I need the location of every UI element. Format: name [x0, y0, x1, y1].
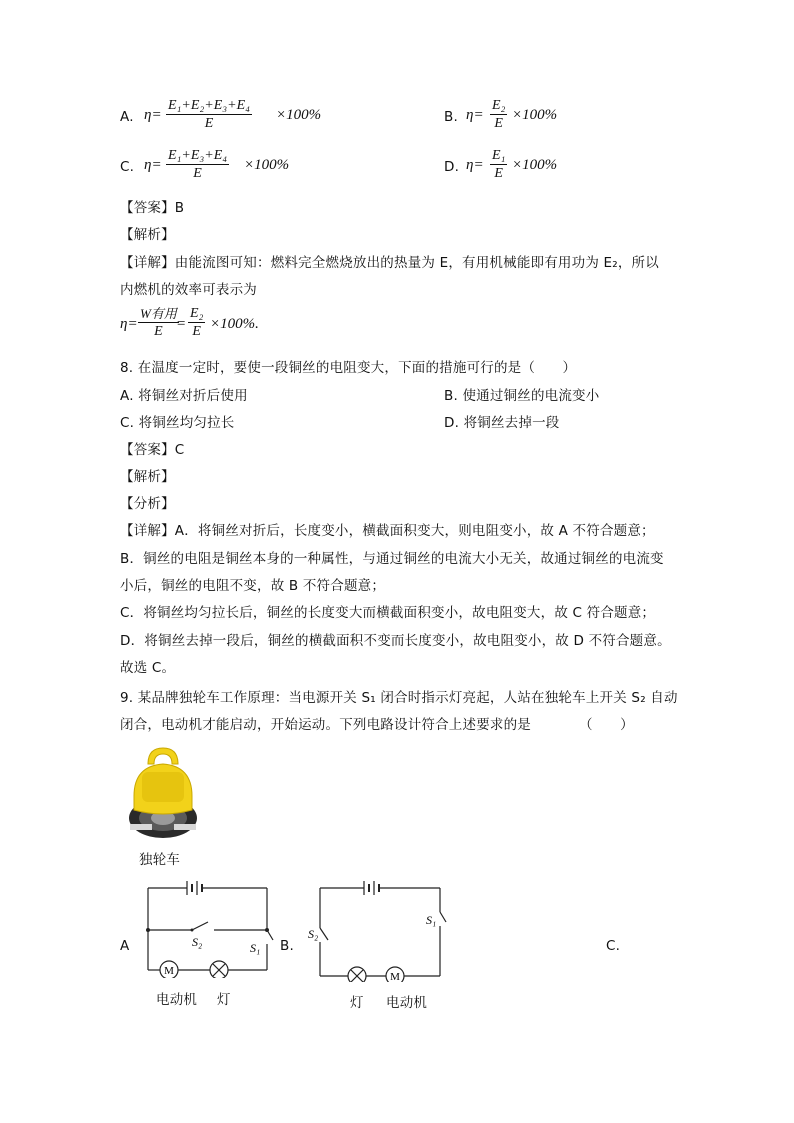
q8-option-a: A. 将铜丝对折后使用: [120, 388, 248, 404]
q9-stem-line-2: 闭合，电动机才能启动，开始运动。下列电路设计符合上述要求的是 （ ）: [120, 717, 634, 733]
q7-formula-eta: η=: [120, 316, 138, 332]
circuit-b-s2-label: S₂: [308, 927, 319, 941]
q7-formula-numerator-1: W有用: [140, 306, 177, 321]
q7-formula-fraction-1: [138, 305, 179, 340]
q7-option-b-numerator: E₂: [492, 98, 506, 113]
q8-option-d: D. 将铜丝去掉一段: [444, 415, 560, 431]
q7-formula-equals: =: [176, 316, 187, 332]
q7-option-d-fraction: [490, 147, 507, 182]
q7-option-b-fraction: [490, 97, 507, 132]
q8-conclusion: 故选 C。: [120, 660, 176, 676]
q8-detail-line-5: D．将铜丝去掉一段后，铜丝的横截面积不变而长度变小，故电阻变小，故 D 不符合题意。: [120, 633, 671, 649]
circuit-a-s1-label: S₁: [250, 941, 261, 955]
unicycle-caption: 独轮车: [139, 852, 181, 868]
q7-option-c-eta: η=: [144, 157, 162, 173]
q7-analysis-heading: 【解析】: [120, 227, 175, 243]
q7-formula-denominator-1: E: [154, 324, 163, 339]
q7-formula-numerator-2: E₂: [190, 306, 204, 321]
q8-detail-line-4: C．将铜丝均匀拉长后，铜丝的长度变大而横截面积变小，故电阻变大，故 C 符合题意；: [120, 605, 656, 621]
q8-option-b: B. 使通过铜丝的电流变小: [444, 388, 600, 404]
circuit-b-motor-symbol: M: [390, 971, 400, 982]
q9-option-a-label: A: [120, 938, 130, 954]
q7-option-b-letter: B.: [444, 109, 458, 125]
q7-option-b-eta: η=: [466, 107, 484, 123]
q7-formula-denominator-2: E: [192, 324, 201, 339]
circuit-b-s1-label: S₁: [426, 913, 437, 927]
q9-option-b-label: B.: [280, 938, 294, 954]
q7-option-c-fraction: [166, 147, 229, 182]
q7-option-a-fraction: [166, 97, 252, 132]
q8-detail-line-3: 小后，铜丝的电阻不变，故 B 不符合题意；: [120, 578, 386, 594]
q7-option-d-denominator: E: [494, 166, 503, 181]
circuit-b-lamp-label: 灯: [350, 995, 364, 1011]
q7-formula-suffix: ×100%.: [210, 316, 259, 332]
q7-option-d-suffix: ×100%: [512, 157, 558, 173]
q7-option-d-letter: D.: [444, 159, 460, 175]
q8-option-c: C. 将铜丝均匀拉长: [120, 415, 235, 431]
circuit-b-diagram: [306, 878, 448, 982]
q7-option-a-eta: η=: [144, 107, 162, 123]
q7-option-b-suffix: ×100%: [512, 107, 558, 123]
q7-option-a-letter: A.: [120, 109, 134, 125]
q8-detail-line-2: B．铜丝的电阻是铜丝本身的一种属性，与通过铜丝的电流大小无关，故通过铜丝的电流变: [120, 551, 664, 567]
circuit-a-lamp-label: 灯: [217, 992, 231, 1008]
q8-fenxi-heading: 【分析】: [120, 496, 175, 512]
q8-answer: 【答案】C: [120, 442, 185, 458]
q7-option-d-eta: η=: [466, 157, 484, 173]
q7-formula-fraction-2: [188, 305, 205, 340]
q7-option-a-denominator: E: [204, 116, 214, 131]
q7-option-c-denominator: E: [193, 166, 202, 181]
q7-answer: 【答案】B: [120, 200, 185, 216]
unicycle-photo: [122, 744, 204, 840]
q8-detail-line-1: 【详解】A．将铜丝对折后，长度变小，横截面积变大，则电阻变小，故 A 不符合题意；: [120, 523, 655, 539]
q7-option-c-suffix: ×100%: [244, 157, 290, 173]
q7-option-c-letter: C.: [120, 159, 135, 175]
q7-detail-line-1: 【详解】由能流图可知：燃料完全燃烧放出的热量为 E，有用机械能即有用功为 E₂，所以: [120, 255, 659, 271]
q9-option-c-label: C.: [606, 938, 621, 954]
q8-stem: 8. 在温度一定时，要使一段铜丝的电阻变大，下面的措施可行的是（ ）: [120, 360, 577, 376]
q7-option-b-denominator: E: [494, 116, 503, 131]
circuit-a-diagram: [140, 878, 278, 978]
q7-option-a-numerator: E₁+E₂+E₃+E₄: [168, 98, 251, 113]
q7-detail-line-2: 内燃机的效率可表示为: [120, 282, 257, 298]
q8-analysis-heading: 【解析】: [120, 469, 175, 485]
circuit-a-s2-label: S₂: [192, 935, 203, 949]
q7-option-c-numerator: E₁+E₃+E₄: [168, 148, 228, 163]
circuit-b-motor-label: 电动机: [386, 995, 428, 1011]
q9-stem-line-1: 9. 某品牌独轮车工作原理：当电源开关 S₁ 闭合时指示灯亮起，人站在独轮车上开关 S₂ 自动: [120, 690, 678, 706]
circuit-a-motor-label: 电动机: [156, 992, 198, 1008]
q7-option-a-suffix: ×100%: [276, 107, 322, 123]
circuit-a-motor-symbol: M: [164, 965, 174, 977]
q7-option-d-numerator: E₁: [492, 148, 506, 163]
